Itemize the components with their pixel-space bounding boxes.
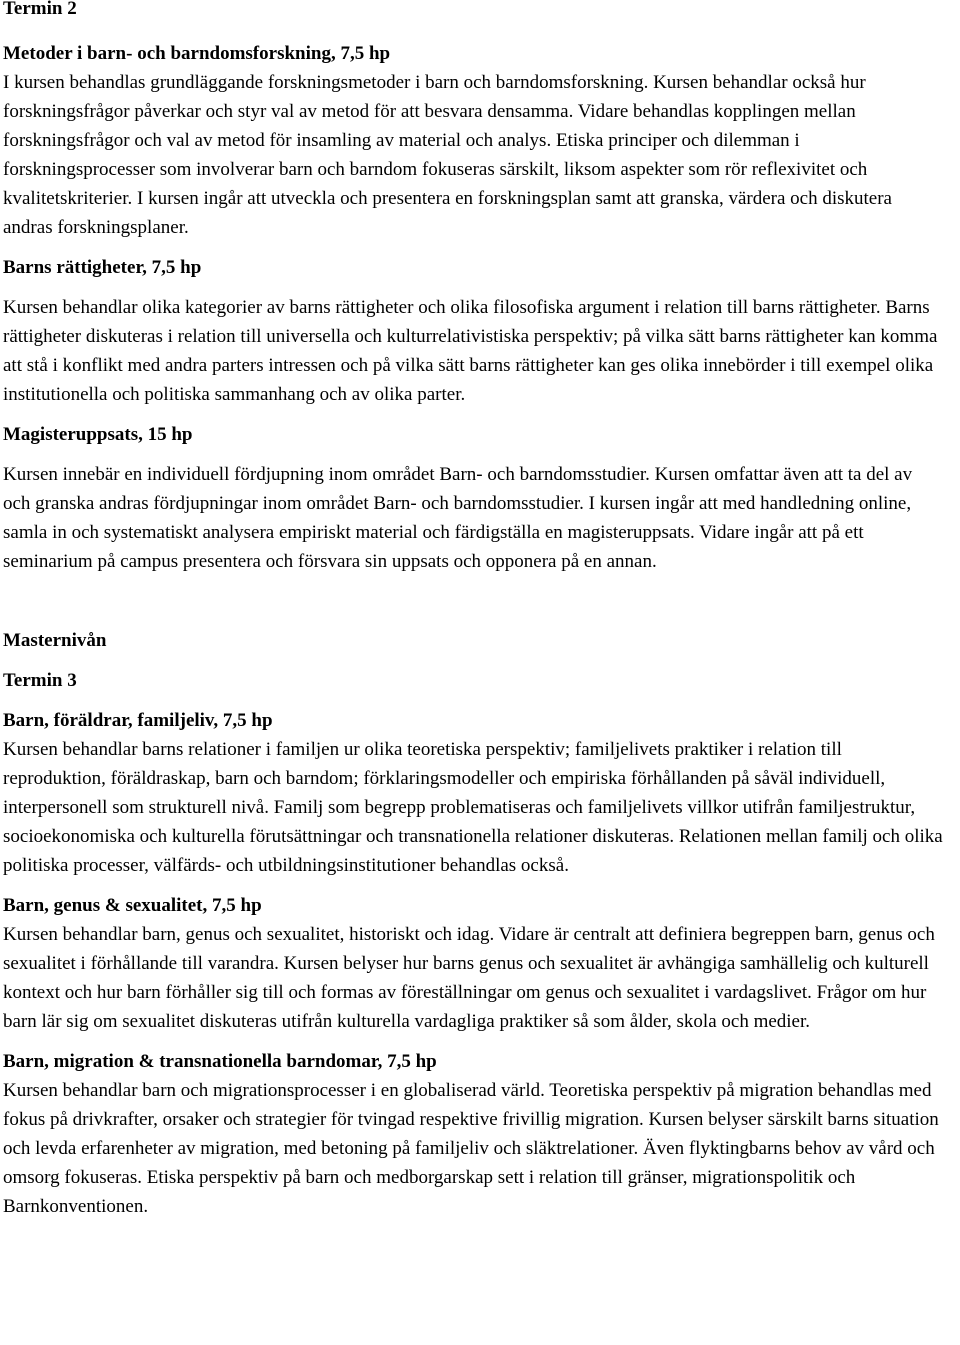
course-thesis-title: Magisteruppsats, 15 hp [3, 424, 193, 445]
course-methods-description: I kursen behandlas grundläggande forskningsmetoder i barn och barndomsforskning. Kursen behandlar också hur forskningsfrågor påverkar och styr val av metod för att besvara densamma. Vidare behandlas kopplingen mellan forskningsfrågor och val av metod för insamling av material och analys. Etiska principer och dilemman i forskningsprocesser som involverar barn och barndom fokuseras särskilt, liksom aspekter som rör reflexivitet och kvalitetskriterier. I kursen ingår att utveckla och presentera en forskningsplan samt att granska, värdera och diskutera andras forskningsplaner. [3, 72, 892, 238]
course-migration-description: Kursen behandlar barn och migrationsprocesser i en globaliserad värld. Teoretiska perspektiv på migration behandlas med fokus på drivkrafter, orsaker och strategier för tvingad respektive frivillig migration. Kursen belyser särskilt barns situation och levda erfarenheter av migration, med betoning på familjeliv och släktrelationer. Även flyktingbarns behov av vård och omsorg fokuseras. Etiska perspektiv på barn och medborgarskap sett i relation till gränser, migrationspolitik och Barnkonventionen. [3, 1080, 939, 1217]
course-gender-description: Kursen behandlar barn, genus och sexualitet, historiskt och idag. Vidare är centralt att definiera begreppen barn, genus och sexualitet i förhållande till varandra. Kursen belyser hur barns genus och sexualitet är avhängiga samhällelig och kulturell kontext och hur barn förhåller sig till och formas av föreställningar om genus och sexualitet i vardagslivet. Frågor om hur barn lär sig om sexualitet diskuteras utifrån kulturella vardagliga praktiker så som ålder, skola och medier. [3, 924, 935, 1032]
level-heading: Masternivån [3, 630, 107, 651]
term-3-heading: Termin 3 [3, 670, 77, 691]
course-migration-title: Barn, migration & transnationella barndomar, 7,5 hp [3, 1051, 437, 1072]
course-thesis-description: Kursen innebär en individuell fördjupning inom området Barn- och barndomsstudier. Kursen omfattar även att ta del av och granska andras fördjupningar inom området Barn- och barndomsstudier. I kursen ingår att med handledning online, samla in och systematiskt analysera empiriskt material och färdigställa en magisteruppsats. Vidare ingår att på ett seminarium på campus presentera och försvara sin uppsats och opponera på en annan. [3, 464, 913, 572]
course-childrens-rights-title: Barns rättigheter, 7,5 hp [3, 257, 202, 278]
term-2-heading: Termin 2 [3, 0, 77, 19]
course-childrens-rights-description: Kursen behandlar olika kategorier av barns rättigheter och olika filosofiska argument i relation till barns rättigheter. Barns rättigheter diskuteras i relation till universella och kulturrelativistiska perspektiv; på vilka sätt barns rättigheter kan komma att stå i konflikt med andra parters intressen och på vilka sätt barns rättigheter kan ges olika innebörder i till exempel olika institutionella och politiska sammanhang och av olika parter. [3, 297, 938, 405]
course-gender-title: Barn, genus & sexualitet, 7,5 hp [3, 895, 262, 916]
course-family-description: Kursen behandlar barns relationer i familjen ur olika teoretiska perspektiv; familjelivets praktiker i relation till reproduktion, föräldraskap, barn och barndom; förklaringsmodeller och empiriska förhållanden på såväl individuell, interpersonell som strukturell nivå. Familj som begrepp problematiseras och familjelivets villkor utifrån familjestruktur, socioekonomiska och kulturella förutsättningar och transnationella relationer diskuteras. Relationen mellan familj och olika politiska processer, välfärds- och utbildningsinstitutioner behandlas också. [3, 739, 943, 876]
course-family-title: Barn, föräldrar, familjeliv, 7,5 hp [3, 710, 273, 731]
course-methods-title: Metoder i barn- och barndomsforskning, 7,5 hp [3, 43, 391, 64]
